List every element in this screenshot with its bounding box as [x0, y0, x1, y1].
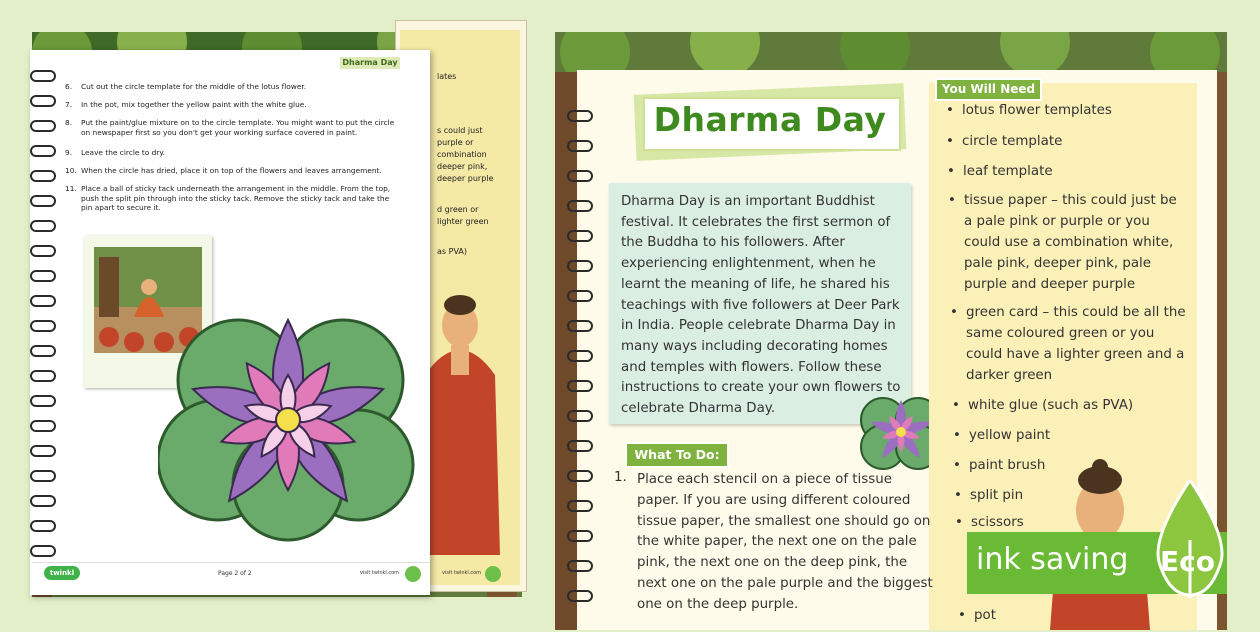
step-number: 7.	[65, 100, 73, 109]
need-item: • split pin	[954, 488, 1024, 503]
step-number: 8.	[65, 118, 73, 127]
need-item-text: pot	[974, 608, 996, 623]
step-text: In the pot, mix together the yellow paint with the white glue.	[81, 100, 307, 109]
need-item: • green card – this could be all the same coloured green or you could have a lighter green and a darker green	[950, 305, 1186, 383]
spiral-ring	[30, 545, 56, 557]
spiral-ring	[567, 170, 593, 182]
what-to-do-label: What To Do:	[625, 442, 729, 468]
spiral-ring	[30, 70, 56, 82]
visit-link-back[interactable]: visit twinkl.com	[442, 570, 482, 576]
visit-link[interactable]: visit twinkl.com	[360, 570, 400, 576]
spiral-ring	[567, 440, 593, 452]
quality-badge-icon	[485, 566, 501, 582]
you-will-need-label: You Will Need	[935, 78, 1042, 101]
spiral-ring	[567, 110, 593, 122]
need-item-text: leaf template	[963, 164, 1053, 179]
step-number: 1.	[614, 470, 627, 485]
spiral-ring	[30, 120, 56, 132]
spiral-ring	[30, 395, 56, 407]
spiral-ring	[30, 220, 56, 232]
need-item: • circle template	[946, 134, 1063, 149]
need-item-text: lotus flower templates	[962, 103, 1112, 118]
need-item-text: circle template	[962, 134, 1063, 149]
need-item: • scissors	[955, 515, 1024, 530]
step-text: Place each stencil on a piece of tissue paper. If you are using different coloured tissue paper, the smallest one should go on the white paper, the next one on the pale pink, the next one on the deep pink, the next one on the pale purple and the biggest one on the deep purple.	[637, 472, 933, 612]
need-item: • tissue paper – this could just be a pale pink or purple or you could use a combination white, pale pink, deeper pink, pale purple and deeper purple	[948, 193, 1177, 292]
need-item: • yellow paint	[953, 428, 1051, 443]
need-item: • white glue (such as PVA)	[952, 398, 1134, 413]
back-fragment: lighter green	[437, 217, 489, 226]
back-fragment: lates	[437, 72, 457, 81]
spiral-ring	[567, 350, 593, 362]
spiral-ring	[567, 200, 593, 212]
leaf-drop-icon	[1150, 480, 1230, 600]
back-fragment: purple or	[437, 138, 474, 147]
page-title: Dharma Day	[653, 100, 887, 139]
need-item-text: scissors	[971, 515, 1024, 530]
back-fragment: deeper purple	[437, 174, 494, 183]
left-footer	[32, 562, 430, 593]
spiral-ring	[30, 145, 56, 157]
step-text: Place a ball of sticky tack underneath the arrangement in the middle. From the top, push the split pin through into the sticky tack. Remove the sticky tack and take the pin apart to secure it.	[81, 184, 391, 213]
spiral-ring	[30, 470, 56, 482]
spiral-ring	[30, 270, 56, 282]
spiral-ring	[30, 370, 56, 382]
back-fragment: combination	[437, 150, 487, 159]
spiral-ring	[567, 260, 593, 272]
twinkl-logo: twinkl	[44, 566, 80, 580]
back-fragment: d green or	[437, 205, 479, 214]
back-fragment: as PVA)	[437, 247, 467, 256]
step-text: When the circle has dried, place it on top of the flowers and leaves arrangement.	[81, 166, 382, 175]
spiral-ring	[30, 420, 56, 432]
step-text: Leave the circle to dry.	[81, 148, 165, 157]
need-item-text: white glue (such as PVA)	[968, 398, 1134, 413]
need-item: • leaf template	[947, 164, 1053, 179]
need-item: • lotus flower templates	[946, 103, 1112, 118]
spiral-ring	[567, 500, 593, 512]
need-item-text: green card – this could be all the same coloured green or you could have a lighter green and a darker green	[966, 305, 1186, 383]
spiral-ring	[567, 560, 593, 572]
spiral-ring	[567, 230, 593, 242]
spiral-ring	[30, 170, 56, 182]
need-item-text: yellow paint	[969, 428, 1051, 443]
need-item-text: paint brush	[969, 458, 1046, 473]
step-number: 10.	[65, 166, 77, 175]
step-text: Cut out the circle template for the middle of the lotus flower.	[81, 82, 307, 91]
back-fragment: deeper pink,	[437, 162, 488, 171]
spiral-ring	[30, 520, 56, 532]
quality-badge-icon	[405, 566, 421, 582]
ink-saving-label: ink saving	[976, 542, 1129, 577]
need-item-text: split pin	[970, 488, 1024, 503]
need-item-text: tissue paper – this could just be a pale pink or purple or you could use a combination white, pale pink, deeper pink, pale purple and deeper purple	[964, 193, 1177, 292]
spiral-ring	[30, 245, 56, 257]
need-item: • paint brush	[953, 458, 1046, 473]
spiral-ring	[30, 195, 56, 207]
spiral-ring	[567, 380, 593, 392]
spiral-ring	[567, 290, 593, 302]
need-item: • pot	[958, 608, 996, 623]
left-header-tag: Dharma Day	[340, 57, 400, 69]
spiral-ring	[30, 320, 56, 332]
spiral-ring	[567, 530, 593, 542]
eco-label: Eco	[1160, 545, 1215, 578]
spiral-ring	[567, 590, 593, 602]
back-fragment: s could just	[437, 126, 483, 135]
step-text: Put the paint/glue mixture on to the circle template. You might want to put the circle on newspaper first so you don't get your working surface covered in paint.	[81, 118, 395, 137]
spiral-ring	[30, 445, 56, 457]
lotus-flower-illustration	[158, 300, 420, 545]
page-number: Page 2 of 2	[218, 570, 252, 577]
step-number: 6.	[65, 82, 73, 91]
spiral-ring	[567, 470, 593, 482]
spiral-ring	[30, 345, 56, 357]
step-number: 9.	[65, 148, 73, 157]
spiral-ring	[567, 140, 593, 152]
spiral-ring	[567, 320, 593, 332]
spiral-ring	[30, 95, 56, 107]
spiral-ring	[30, 495, 56, 507]
intro-text: Dharma Day is an important Buddhist festival. It celebrates the first sermon of the Buddha to his followers. After experiencing enlightenment, when he learnt the meaning of life, he shared his teachings with five followers at Deer Park in India. People celebrate Dharma Day in many ways including decorating homes and temples with flowers. Follow these instructions to create your own flowers to celebrate Dharma Day.	[621, 194, 901, 417]
step-number: 11.	[65, 184, 77, 193]
spiral-ring	[30, 295, 56, 307]
spiral-ring	[567, 410, 593, 422]
